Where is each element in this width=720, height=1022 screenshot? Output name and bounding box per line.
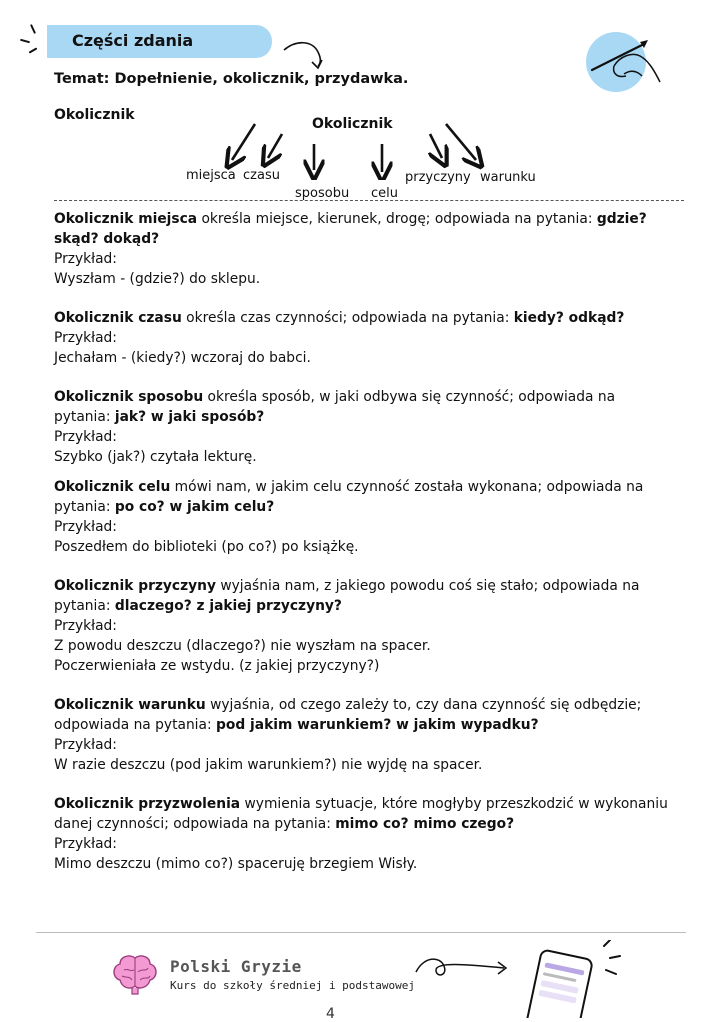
definition-text: określa sposób, w jaki odbywa się czynność; odpowiada na pytania: <box>54 389 616 425</box>
section-celu <box>54 477 674 557</box>
example-label: Przykład: <box>54 737 117 753</box>
definition <box>54 695 674 735</box>
dashed-divider <box>54 200 684 201</box>
section-sposobu <box>54 387 674 467</box>
footer-divider <box>36 932 686 933</box>
brand-name: Polski Gryzie <box>170 957 302 976</box>
section-miejsca <box>54 209 674 289</box>
questions: pod jakim warunkiem? w jakim wypadku? <box>216 717 539 733</box>
example-label: Przykład: <box>54 429 117 445</box>
definition-text: wyjaśnia nam, z jakiego powodu coś się stało; odpowiada na pytania: <box>54 578 640 614</box>
example: Poczerwieniała ze wstydu. (z jakiej przyczyny?) <box>54 658 380 674</box>
section-przyczyny <box>54 576 674 676</box>
example-label: Przykład: <box>54 251 117 267</box>
definition-text: określa miejsce, kierunek, drogę; odpowiada na pytania: <box>197 211 597 227</box>
curly-arrow-icon <box>414 952 514 982</box>
term: Okolicznik czasu <box>54 310 182 326</box>
section-warunku <box>54 695 674 775</box>
definition <box>54 209 674 249</box>
example-label: Przykład: <box>54 618 117 634</box>
term: Okolicznik przyczyny <box>54 578 216 594</box>
badge-title: Części zdania <box>72 31 194 50</box>
example: Z powodu deszczu (dlaczego?) nie wyszłam na spacer. <box>54 638 431 654</box>
definition <box>54 308 674 328</box>
brand-tagline: Kurs do szkoły średniej i podstawowej <box>170 979 416 992</box>
section-czasu <box>54 308 674 368</box>
definition <box>54 576 674 616</box>
term: Okolicznik miejsca <box>54 211 198 227</box>
questions: gdzie? skąd? dokąd? <box>54 211 647 247</box>
definition-text: wyjaśnia, od czego zależy to, czy dana czynność się odbędzie; odpowiada na pytania: <box>54 697 642 733</box>
header-sparks <box>20 20 44 60</box>
curly-arrow-icon <box>282 38 330 72</box>
branch-przyczyny: przyczyny <box>405 170 471 185</box>
section-przyzwolenia <box>54 794 674 874</box>
arrow-warunku <box>446 124 476 160</box>
example-label: Przykład: <box>54 330 117 346</box>
term: Okolicznik warunku <box>54 697 206 713</box>
term: Okolicznik celu <box>54 479 171 495</box>
branch-czasu: czasu <box>243 168 280 183</box>
term: Okolicznik sposobu <box>54 389 204 405</box>
example: Wyszłam - (gdzie?) do sklepu. <box>54 271 261 287</box>
lesson-topic: Temat: Dopełnienie, okolicznik, przydawka. <box>54 71 409 87</box>
definition <box>54 794 674 834</box>
questions: dlaczego? z jakiej przyczyny? <box>114 598 342 614</box>
example: Szybko (jak?) czytała lekturę. <box>54 449 257 465</box>
smartphone-icon <box>520 940 630 1018</box>
example: Poszedłem do biblioteki (po co?) po książkę. <box>54 539 359 555</box>
branch-celu: celu <box>371 186 398 201</box>
term: Okolicznik przyzwolenia <box>54 796 241 812</box>
questions: mimo co? mimo czego? <box>335 816 515 832</box>
definition-text: wymienia sytuacje, które mogłyby przeszkodzić w wykonaniu danej czynności; odpowiada na pytania: <box>54 796 668 832</box>
example: W razie deszczu (pod jakim warunkiem?) nie wyjdę na spacer. <box>54 757 483 773</box>
example-label: Przykład: <box>54 519 117 535</box>
page-number: 4 <box>326 1006 335 1022</box>
example: Jechałam - (kiedy?) wczoraj do babci. <box>54 350 311 366</box>
arrow-czasu <box>268 134 282 158</box>
definition <box>54 387 674 427</box>
questions: kiedy? odkąd? <box>513 310 625 326</box>
arrow-miejsca <box>232 124 255 160</box>
diagram-title: Okolicznik <box>312 116 393 132</box>
questions: jak? w jaki sposób? <box>114 409 265 425</box>
questions: po co? w jakim celu? <box>114 499 275 515</box>
branch-warunku: warunku <box>480 170 536 185</box>
definition-text: mówi nam, w jakim celu czynność została wykonana; odpowiada na pytania: <box>54 479 644 515</box>
example: Mimo deszczu (mimo co?) spaceruję brzegiem Wisły. <box>54 856 418 872</box>
diagram-side-label: Okolicznik <box>54 107 135 123</box>
branch-sposobu: sposobu <box>295 186 350 201</box>
hand-with-pen-icon <box>584 30 664 96</box>
definition-text: określa czas czynności; odpowiada na pytania: <box>181 310 514 326</box>
definition <box>54 477 674 517</box>
branch-miejsca: miejsca <box>186 168 236 183</box>
example-label: Przykład: <box>54 836 117 852</box>
brain-icon <box>110 950 160 996</box>
content-body <box>54 209 674 893</box>
arrow-przyczyny <box>430 134 442 158</box>
